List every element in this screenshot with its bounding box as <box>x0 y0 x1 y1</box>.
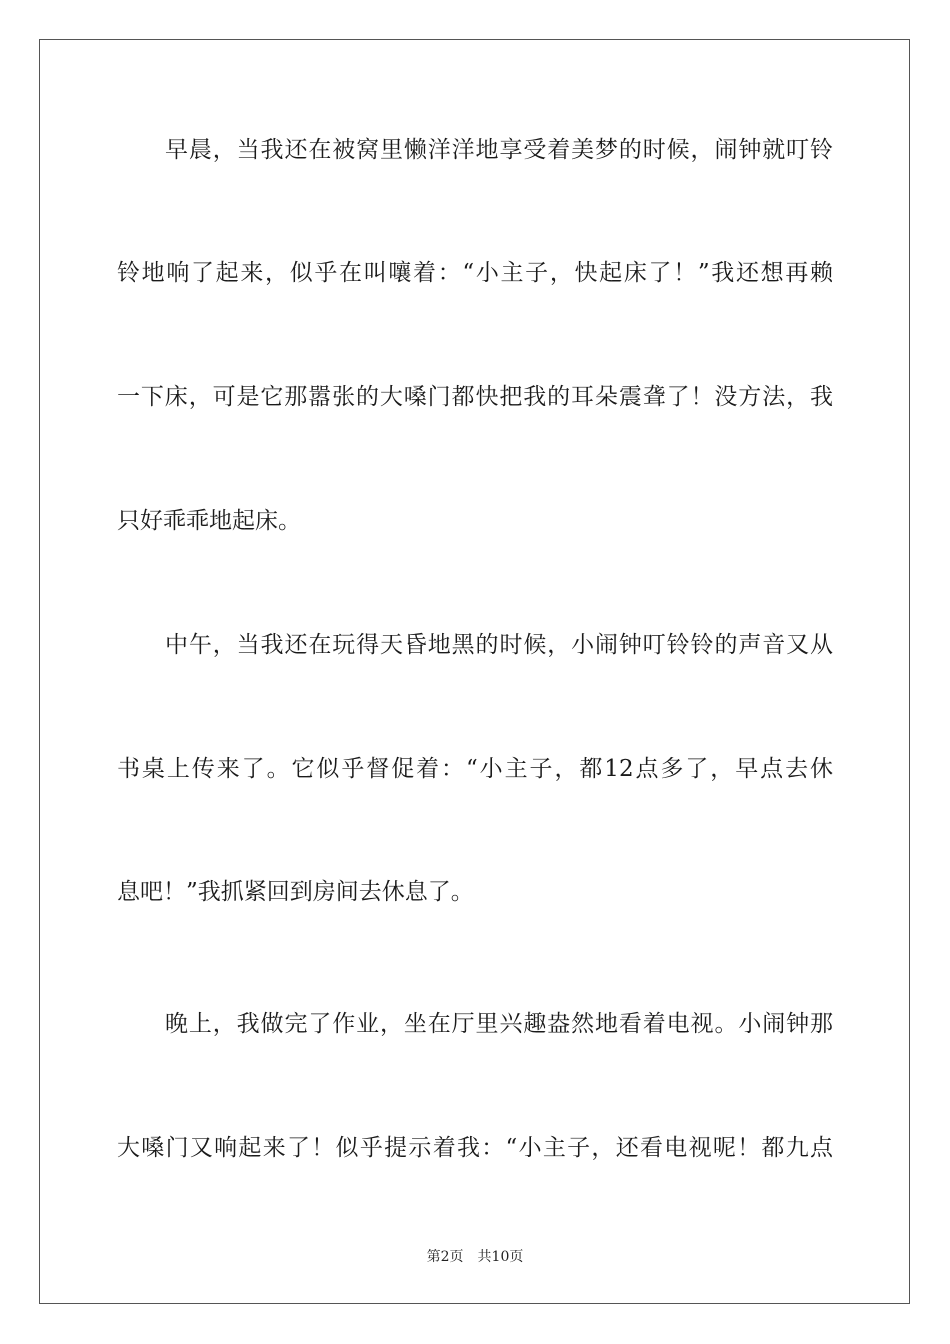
paragraph-1-line-2: 铃地响了起来，似乎在叫嚷着：“小主子，快起床了！”我还想再赖 <box>117 260 833 286</box>
page-number-footer: 第2页 共10页 <box>426 1249 524 1265</box>
paragraph-1-line-4: 只好乖乖地起床。 <box>117 508 301 534</box>
page-border <box>39 39 910 1304</box>
paragraph-2-line-2: 书桌上传来了。它似乎督促着：“小主子，都12点多了，早点去休 <box>117 756 833 782</box>
paragraph-2-line-3: 息吧！”我抓紧回到房间去休息了。 <box>117 879 474 905</box>
paragraph-3-line-2: 大嗓门又响起来了！似乎提示着我：“小主子，还看电视呢！都九点 <box>117 1135 833 1161</box>
paragraph-3-line-1: 晚上，我做完了作业，坐在厅里兴趣盎然地看着电视。小闹钟那 <box>165 1011 833 1037</box>
paragraph-1-line-1: 早晨，当我还在被窝里懒洋洋地享受着美梦的时候，闹钟就叮铃 <box>165 137 833 163</box>
paragraph-1-line-3: 一下床，可是它那嚣张的大嗓门都快把我的耳朵震聋了！没方法，我 <box>117 384 833 410</box>
paragraph-2-line-1: 中午，当我还在玩得天昏地黑的时候，小闹钟叮铃铃的声音又从 <box>165 632 833 658</box>
